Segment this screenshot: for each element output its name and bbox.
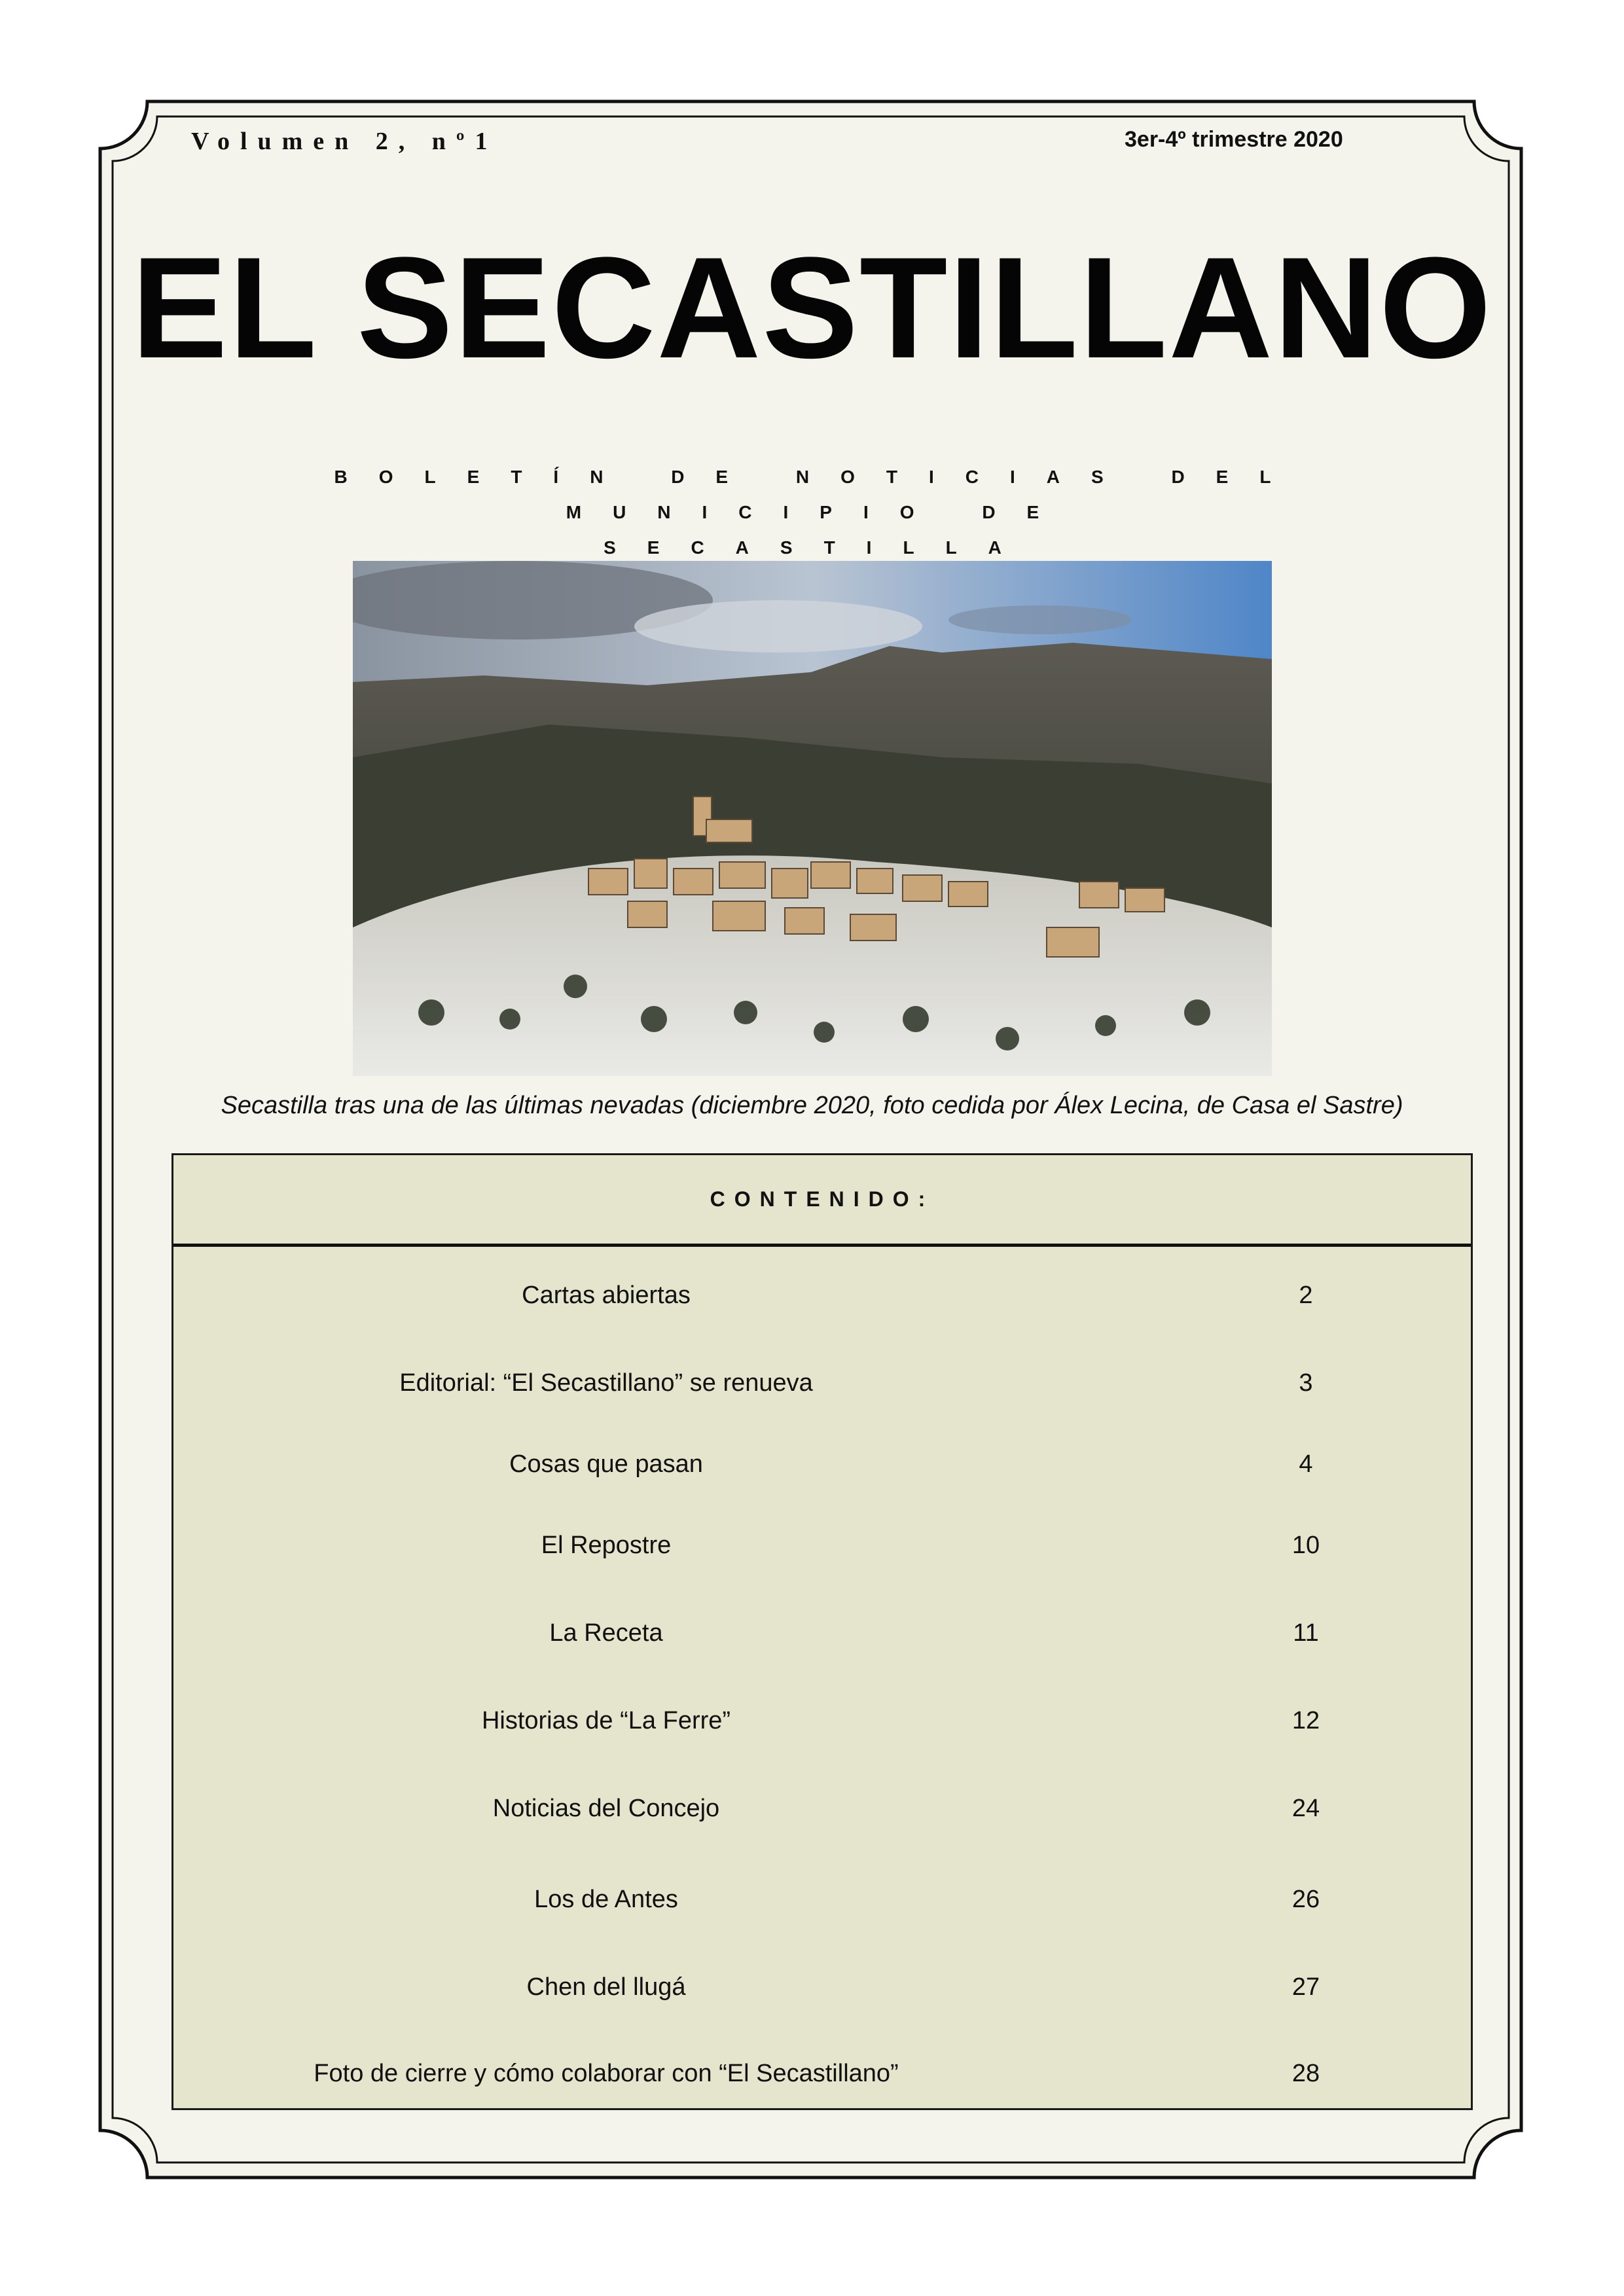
contents-item-page: 26	[1291, 1886, 1320, 1913]
contents-heading: CONTENIDO:	[710, 1187, 935, 1211]
contents-item-page: 2	[1299, 1282, 1313, 1309]
volume-number: Volumen 2, nº1	[191, 128, 498, 155]
contents-row	[173, 2054, 1471, 2093]
contents-item-label: Foto de cierre y cómo colaborar con “El Secastillano”	[314, 2060, 899, 2087]
contents-item-label: La Receta	[549, 1619, 663, 1647]
photo-caption: Secastilla tras una de las últimas nevadas (diciembre 2020, foto cedida por Álex Lecina, de Casa el Sastre)	[221, 1092, 1403, 1119]
contents-item-page: 11	[1293, 1619, 1319, 1647]
contents-header	[173, 1155, 1471, 1247]
contents-item-page: 24	[1291, 1795, 1320, 1822]
cover-photo	[353, 561, 1272, 1076]
contents-row	[173, 1701, 1471, 1740]
contents-row	[173, 1363, 1471, 1403]
table-of-contents	[171, 1153, 1473, 2110]
contents-item-page: 27	[1291, 1973, 1320, 2001]
contents-row	[173, 1880, 1471, 1919]
contents-row	[173, 1613, 1471, 1653]
contents-item-page: 28	[1291, 2060, 1320, 2087]
contents-row	[173, 1789, 1471, 1828]
contents-item-page: 3	[1299, 1369, 1313, 1397]
contents-row	[173, 1276, 1471, 1315]
newsletter-subtitle	[236, 459, 1401, 565]
contents-row	[173, 1967, 1471, 2007]
contents-item-page: 4	[1299, 1450, 1313, 1478]
contents-item-page: 10	[1291, 1532, 1320, 1559]
contents-item-label: Chen del llugá	[526, 1973, 686, 2001]
contents-item-label: Cartas abiertas	[522, 1282, 691, 1309]
contents-item-label: Los de Antes	[534, 1886, 678, 1913]
contents-item-label: Noticias del Concejo	[492, 1795, 720, 1822]
issue-period: 3er-4º trimestre 2020	[1125, 127, 1343, 152]
subtitle-line-2: SECASTILLA	[604, 537, 1033, 558]
newsletter-title: EL SECASTILLANO	[131, 227, 1493, 388]
contents-item-label: Historias de “La Ferre”	[481, 1707, 731, 1734]
contents-row	[173, 1444, 1471, 1484]
contents-row	[173, 1526, 1471, 1565]
contents-item-label: Cosas que pasan	[509, 1450, 703, 1478]
contents-item-label: El Repostre	[541, 1532, 672, 1559]
contents-item-label: Editorial: “El Secastillano” se renueva	[399, 1369, 813, 1397]
subtitle-line-1: BOLETÍN DE NOTICIAS DEL MUNICIPIO DE	[334, 467, 1303, 522]
contents-item-page: 12	[1291, 1707, 1320, 1734]
